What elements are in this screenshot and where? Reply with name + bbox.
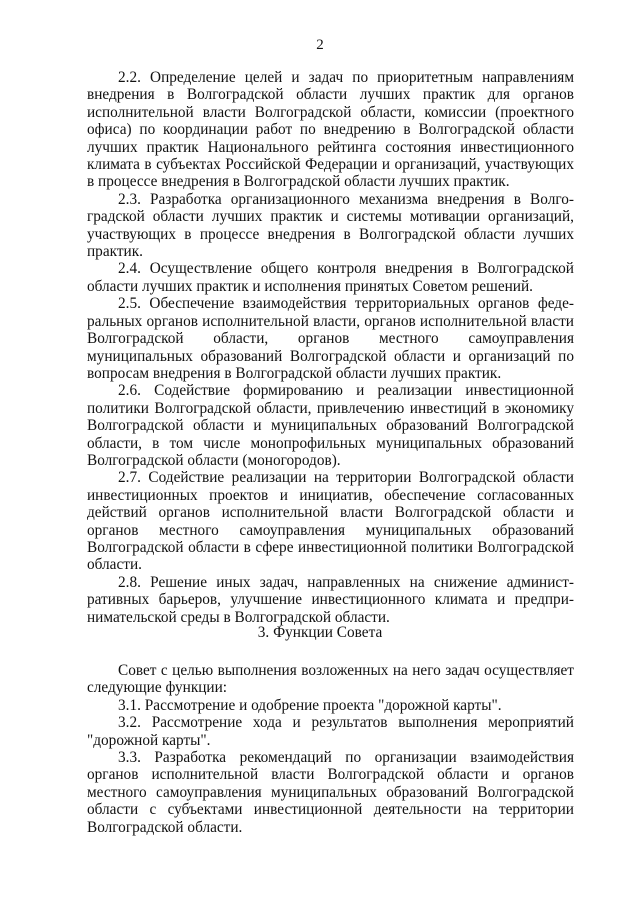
page-number: 2 — [316, 37, 324, 53]
section-heading: 3. Функции Совета — [257, 624, 383, 641]
paragraph-3-2: 3.2. Рассмотрение хода и результатов выполнения мероприятий "дорожной карты". — [87, 714, 574, 749]
paragraph-2-2: 2.2. Определение целей и задач по приоритетным направлениям внедрения в Волгоградской области лучших практик для органов исполнительной власти Волгоградской области, комиссии (проектного офиса) по координации работ по внедрению в Волгоградской области лучших практик Национального рейтинга состояния инвестиционного климата в субъектах Российской Федерации и организаций, участвующих в процессе внедрения в Волгоградской области лучших практик. — [87, 69, 574, 191]
paragraph-2-4: 2.4. Осуществление общего контроля внедрения в Волгоградской области лучших практик и исполнения принятых Советом решений. — [87, 260, 574, 295]
paragraph-2-5: 2.5. Обеспечение взаимодействия территориальных органов федеральных органов исполнительной власти, органов исполнительной власти Волгоградской области, органов местного самоуправления муниципальных образований Волгоградской области и организаций по вопросам внедрения в Волгоградской области лучших практик. — [87, 295, 574, 382]
paragraph-3-3: 3.3. Разработка рекомендаций по организации взаимодействия органов исполнительной власти Волгоградской области и органов местного самоуправления муниципальных образований Волгоградской области с субъектами инвестиционной деятельности на территории Волгоградской области. — [87, 749, 574, 836]
paragraph-2-7: 2.7. Содействие реализации на территории Волгоградской области инвестиционных проектов и инициатив, обеспечение согласованных действий органов исполнительной власти Волгоградской области и органов местного самоуправления муниципальных образований Волгоградской области в сфере инвестиционной политики Волгоградской области. — [87, 469, 574, 574]
tasks-section — [87, 69, 574, 626]
paragraph-2-3: 2.3. Разработка организационного механизма внедрения в Волгоградской области лучших практик и системы мотивации организаций, участвующих в процессе внедрения в Волгоградской области лучших практик. — [87, 190, 574, 261]
paragraph-2-6: 2.6. Содействие формированию и реализации инвестиционной политики Волгоградской области, привлечению инвестиций в экономику Волгоградской области и муниципальных образований Волгоградской области, в том числе монопрофильных муниципальных образований Волгоградской области (моногородов). — [87, 382, 574, 469]
paragraph-2-8: 2.8. Решение иных задач, направленных на снижение административных барьеров, улучшение инвестиционного климата и предпринимательской среды в Волгоградской области. — [87, 573, 574, 626]
paragraph-3-1: 3.1. Рассмотрение и одобрение проекта "дорожной карты". — [118, 696, 502, 714]
functions-intro-paragraph: Совет с целью выполнения возложенных на него задач осуществляет следующие функции: — [87, 662, 574, 697]
functions-section — [87, 662, 574, 836]
